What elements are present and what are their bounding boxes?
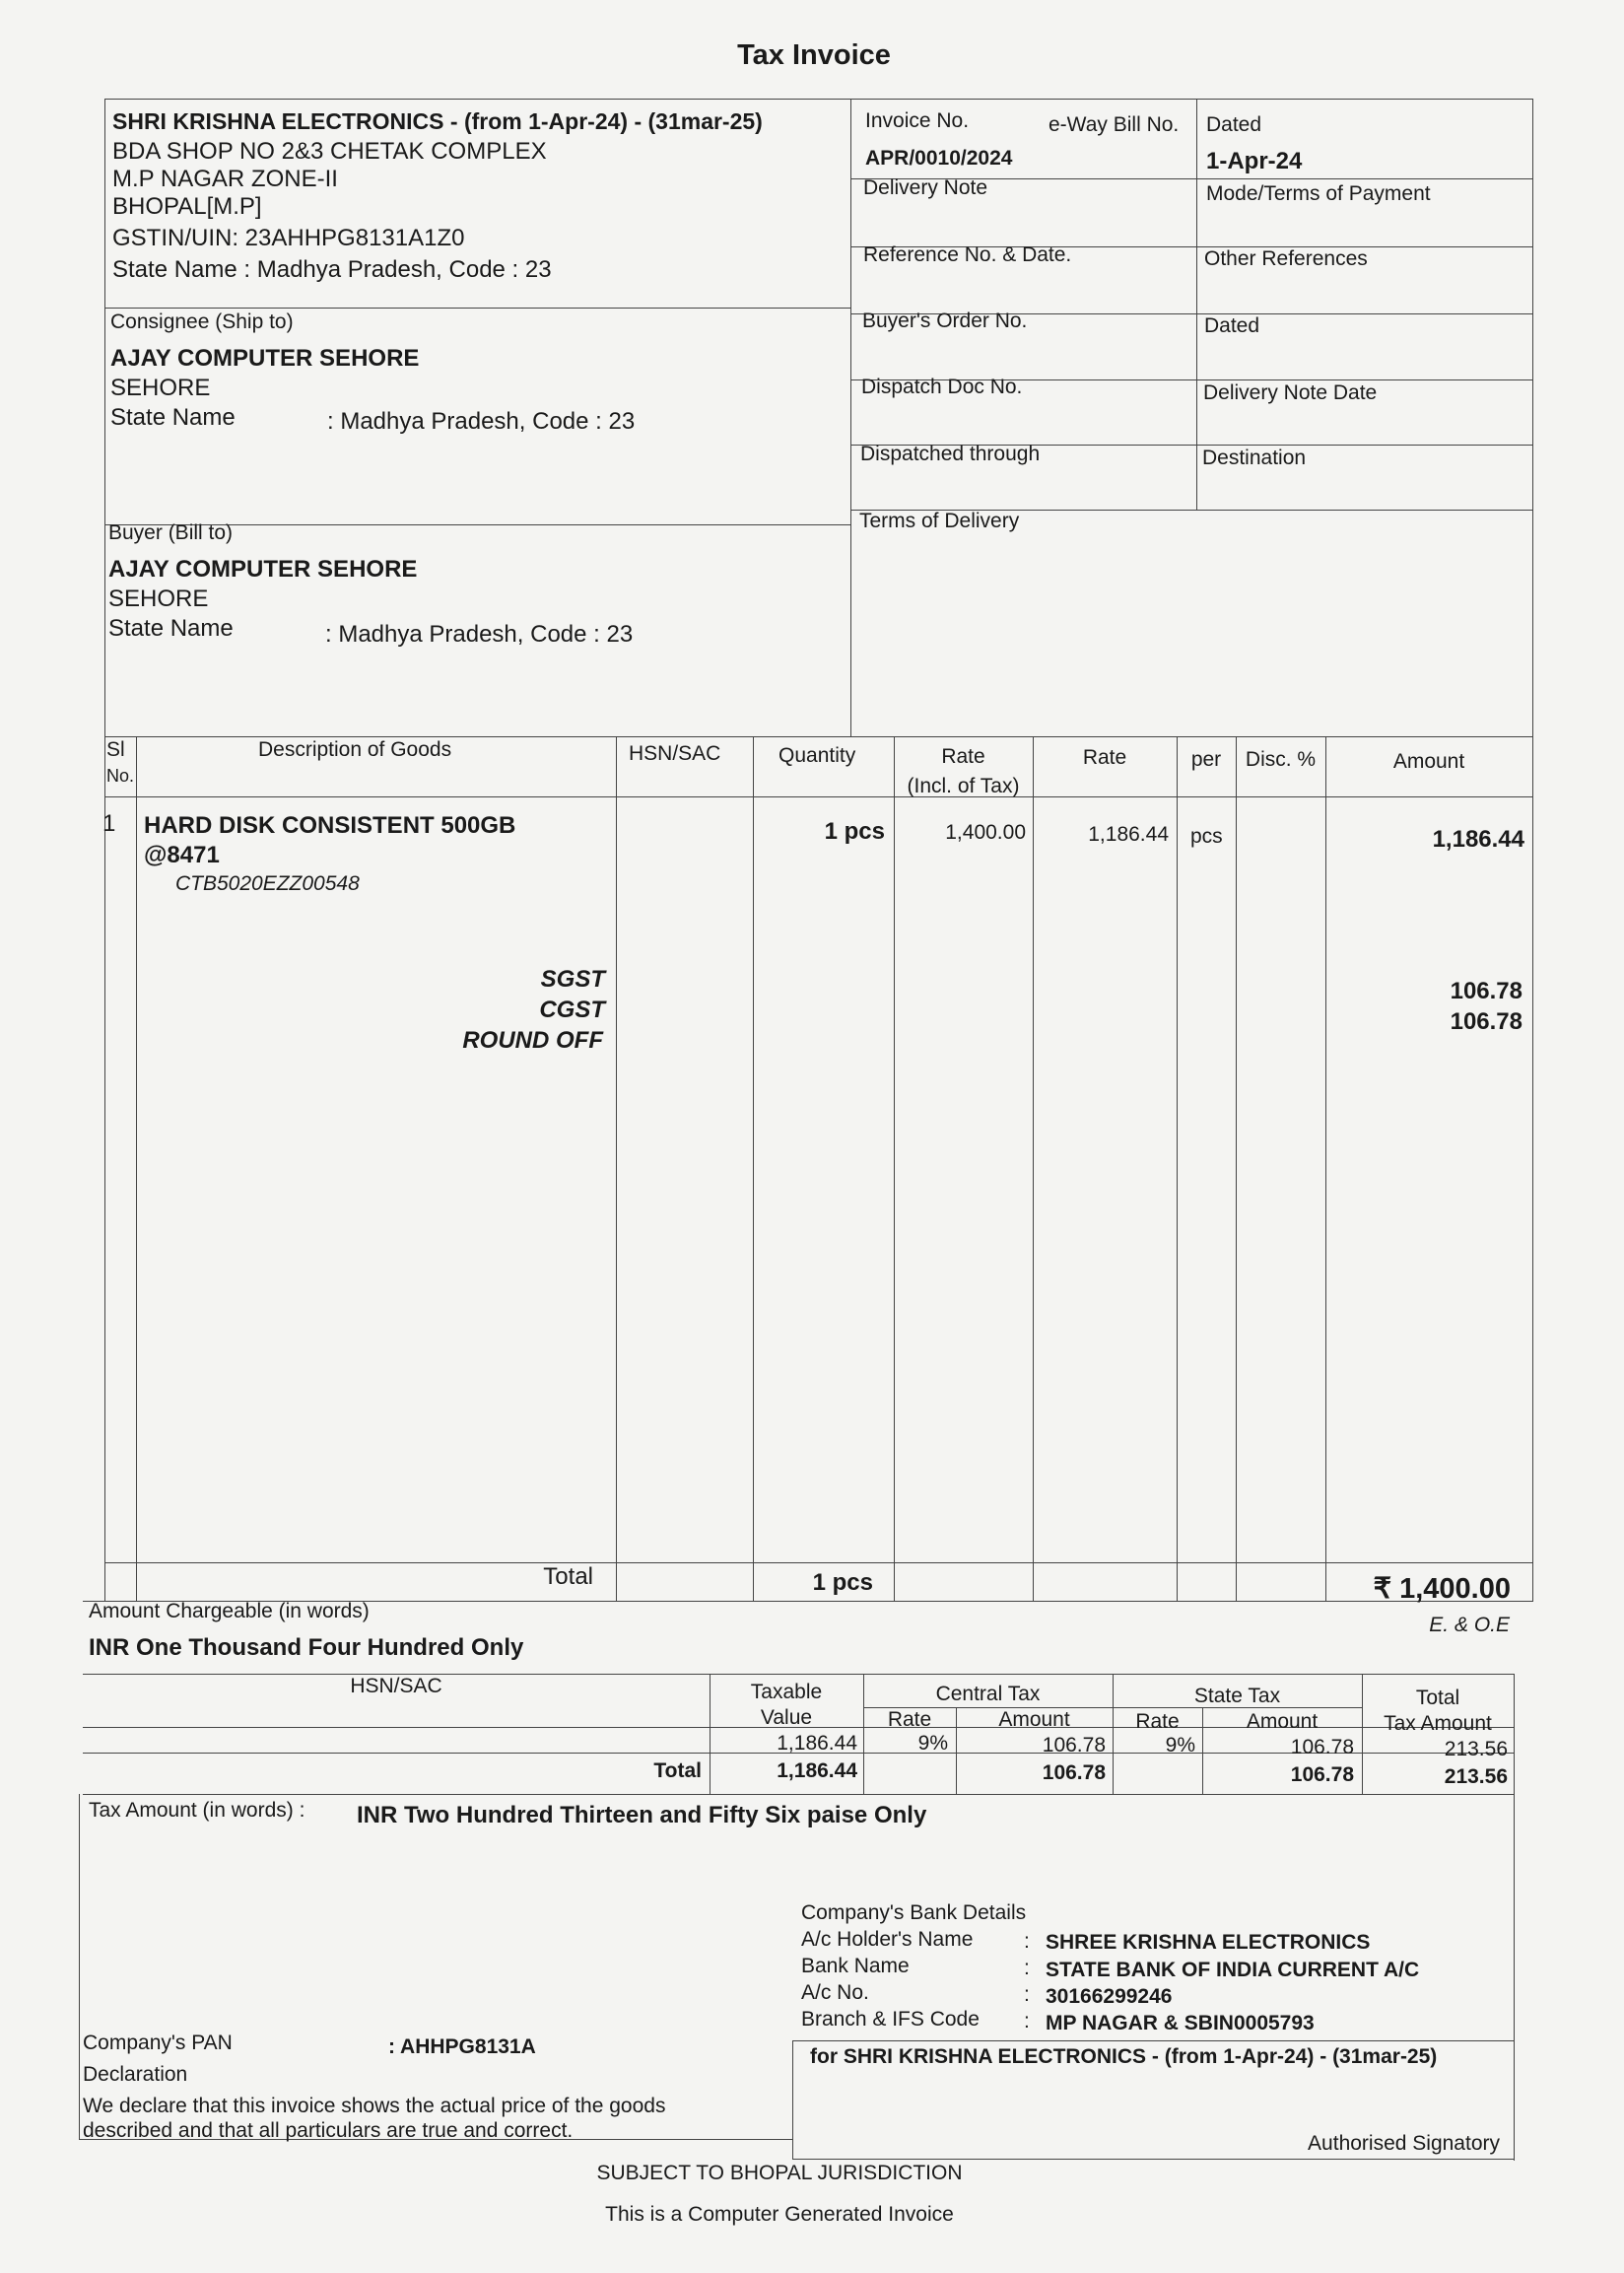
total-amount: ₹ 1,400.00: [1373, 1573, 1511, 1605]
item-serial: CTB5020EZZ00548: [175, 872, 360, 895]
col-sl-no: No.: [106, 766, 135, 786]
seller-state: State Name : Madhya Pradesh, Code : 23: [112, 256, 552, 283]
item-description: HARD DISK CONSISTENT 500GB: [144, 812, 516, 839]
total-label: Total: [543, 1563, 593, 1590]
col-disc: Disc. %: [1245, 748, 1317, 771]
buyer-state-label: State Name: [108, 615, 234, 642]
col-amount: Amount: [1392, 750, 1465, 773]
tax-col-hsn: HSN/SAC: [350, 1675, 442, 1697]
seller-address-1: BDA SHOP NO 2&3 CHETAK COMPLEX: [112, 138, 547, 165]
invoice-date: 1-Apr-24: [1206, 148, 1303, 174]
amount-in-words: INR One Thousand Four Hundred Only: [89, 1634, 524, 1661]
for-company: for SHRI KRISHNA ELECTRONICS - (from 1-Apr-24) - (31mar-25): [810, 2045, 1438, 2068]
tax-total-label: Total: [653, 1759, 702, 1782]
tax-row-total: 213.56: [1444, 1738, 1508, 1760]
consignee-label: Consignee (Ship to): [110, 310, 294, 333]
item-hsn-note: @8471: [144, 842, 220, 868]
seller-gstin: GSTIN/UIN: 23AHHPG8131A1Z0: [112, 225, 465, 251]
col-rate: Rate: [1082, 746, 1127, 769]
tax-total-central: 106.78: [1042, 1761, 1106, 1784]
col-sl: Sl: [106, 738, 125, 761]
sgst-amount: 106.78: [1450, 978, 1522, 1004]
order-dated-label: Dated: [1204, 314, 1260, 337]
seller-city: BHOPAL[M.P]: [112, 193, 262, 220]
bank-label-holder: A/c Holder's Name: [801, 1928, 974, 1951]
page-title: Tax Invoice: [737, 39, 891, 71]
consignee-name: AJAY COMPUTER SEHORE: [110, 345, 420, 372]
amount-words-label: Amount Chargeable (in words): [89, 1600, 370, 1622]
tax-row-central-amount: 106.78: [1042, 1734, 1106, 1756]
bank-heading: Company's Bank Details: [801, 1901, 1027, 1924]
tax-total-amount: 213.56: [1444, 1765, 1508, 1788]
eoe-note: E. & O.E: [1429, 1614, 1510, 1636]
state-amount-header: Amount: [1246, 1710, 1319, 1733]
tax-row-state-amount: 106.78: [1290, 1736, 1354, 1758]
buyer-state: : Madhya Pradesh, Code : 23: [325, 621, 634, 648]
eway-bill-label: e-Way Bill No.: [1049, 113, 1180, 136]
bank-colon: :: [1024, 1957, 1030, 1979]
seller-name: SHRI KRISHNA ELECTRONICS - (from 1-Apr-24) - (31mar-25): [112, 108, 763, 134]
tax-col-central: Central Tax: [935, 1683, 1041, 1705]
cgst-label: CGST: [539, 997, 605, 1023]
tax-col-state: State Tax: [1193, 1685, 1281, 1707]
buyer-label: Buyer (Bill to): [108, 521, 234, 544]
declaration-line-1: We declare that this invoice shows the actual price of the goods: [83, 2095, 666, 2117]
item-amount: 1,186.44: [1432, 826, 1524, 853]
bank-colon: :: [1024, 1930, 1030, 1953]
bank-value-holder: SHREE KRISHNA ELECTRONICS: [1046, 1931, 1371, 1954]
delivery-note-label: Delivery Note: [863, 176, 988, 199]
destination-label: Destination: [1202, 447, 1307, 469]
tax-col-total: Total: [1415, 1687, 1460, 1709]
invoice-no: APR/0010/2024: [865, 147, 1013, 170]
pan-label: Company's PAN: [83, 2032, 233, 2054]
bank-colon: :: [1024, 2010, 1030, 2032]
bank-label-name: Bank Name: [801, 1955, 910, 1977]
tax-row-state-rate: 9%: [1165, 1734, 1195, 1756]
bank-value-branch: MP NAGAR & SBIN0005793: [1046, 2012, 1315, 2034]
consignee-city: SEHORE: [110, 375, 211, 401]
tax-total-state: 106.78: [1290, 1763, 1354, 1786]
col-description: Description of Goods: [258, 738, 452, 761]
tax-in-words: INR Two Hundred Thirteen and Fifty Six paise Only: [357, 1802, 927, 1828]
total-quantity: 1 pcs: [812, 1569, 873, 1596]
invoice-no-label: Invoice No.: [865, 109, 970, 132]
col-quantity: Quantity: [778, 744, 856, 767]
tax-col-total-amount: Tax Amount: [1384, 1712, 1492, 1735]
tax-col-taxable-value: Value: [760, 1706, 813, 1729]
consignee-state-label: State Name: [110, 404, 236, 431]
dispatched-through-label: Dispatched through: [860, 443, 1041, 465]
item-per: pcs: [1190, 825, 1223, 848]
col-rate-incl-sub: (Incl. of Tax): [907, 775, 1020, 797]
consignee-state: : Madhya Pradesh, Code : 23: [327, 408, 636, 435]
pan-value: : AHHPG8131A: [388, 2035, 536, 2058]
item-rate: 1,186.44: [1088, 823, 1169, 846]
bank-label-branch: Branch & IFS Code: [801, 2008, 980, 2031]
dispatch-doc-label: Dispatch Doc No.: [861, 376, 1023, 398]
reference-label: Reference No. & Date.: [863, 243, 1072, 266]
buyer-city: SEHORE: [108, 585, 209, 612]
seller-address-2: M.P NAGAR ZONE-II: [112, 166, 338, 192]
bank-value-name: STATE BANK OF INDIA CURRENT A/C: [1046, 1959, 1420, 1981]
tax-total-taxable: 1,186.44: [777, 1759, 857, 1782]
tax-col-taxable: Taxable: [750, 1681, 823, 1703]
sgst-label: SGST: [540, 966, 605, 993]
buyer-name: AJAY COMPUTER SEHORE: [108, 556, 418, 583]
dated-label: Dated: [1206, 113, 1262, 136]
terms-of-delivery-label: Terms of Delivery: [859, 510, 1020, 532]
tax-words-label: Tax Amount (in words) :: [89, 1799, 305, 1822]
central-rate-header: Rate: [887, 1708, 932, 1731]
declaration-label: Declaration: [83, 2063, 188, 2086]
tax-row-central-rate: 9%: [917, 1732, 948, 1755]
col-per: per: [1190, 748, 1222, 771]
col-hsn: HSN/SAC: [629, 742, 721, 765]
bank-label-account: A/c No.: [801, 1981, 869, 2004]
tax-row-taxable: 1,186.44: [777, 1732, 857, 1755]
bank-value-account: 30166299246: [1046, 1985, 1173, 2008]
authorised-signatory: Authorised Signatory: [1308, 2132, 1500, 2155]
col-rate-incl: Rate: [941, 745, 985, 768]
state-rate-header: Rate: [1135, 1710, 1180, 1733]
central-amount-header: Amount: [998, 1708, 1070, 1731]
other-references-label: Other References: [1204, 247, 1368, 270]
item-quantity: 1 pcs: [824, 818, 885, 845]
delivery-note-date-label: Delivery Note Date: [1203, 381, 1378, 404]
round-off-label: ROUND OFF: [462, 1027, 603, 1054]
declaration-line-2: described and that all particulars are true and correct.: [83, 2119, 574, 2142]
mode-terms-label: Mode/Terms of Payment: [1206, 182, 1431, 205]
item-sl: 1: [102, 810, 116, 837]
buyers-order-label: Buyer's Order No.: [862, 310, 1028, 332]
cgst-amount: 106.78: [1450, 1008, 1522, 1035]
item-rate-incl: 1,400.00: [945, 821, 1026, 844]
computer-generated-note: This is a Computer Generated Invoice: [605, 2203, 954, 2226]
bank-colon: :: [1024, 1983, 1030, 2006]
jurisdiction-note: SUBJECT TO BHOPAL JURISDICTION: [596, 2162, 963, 2184]
